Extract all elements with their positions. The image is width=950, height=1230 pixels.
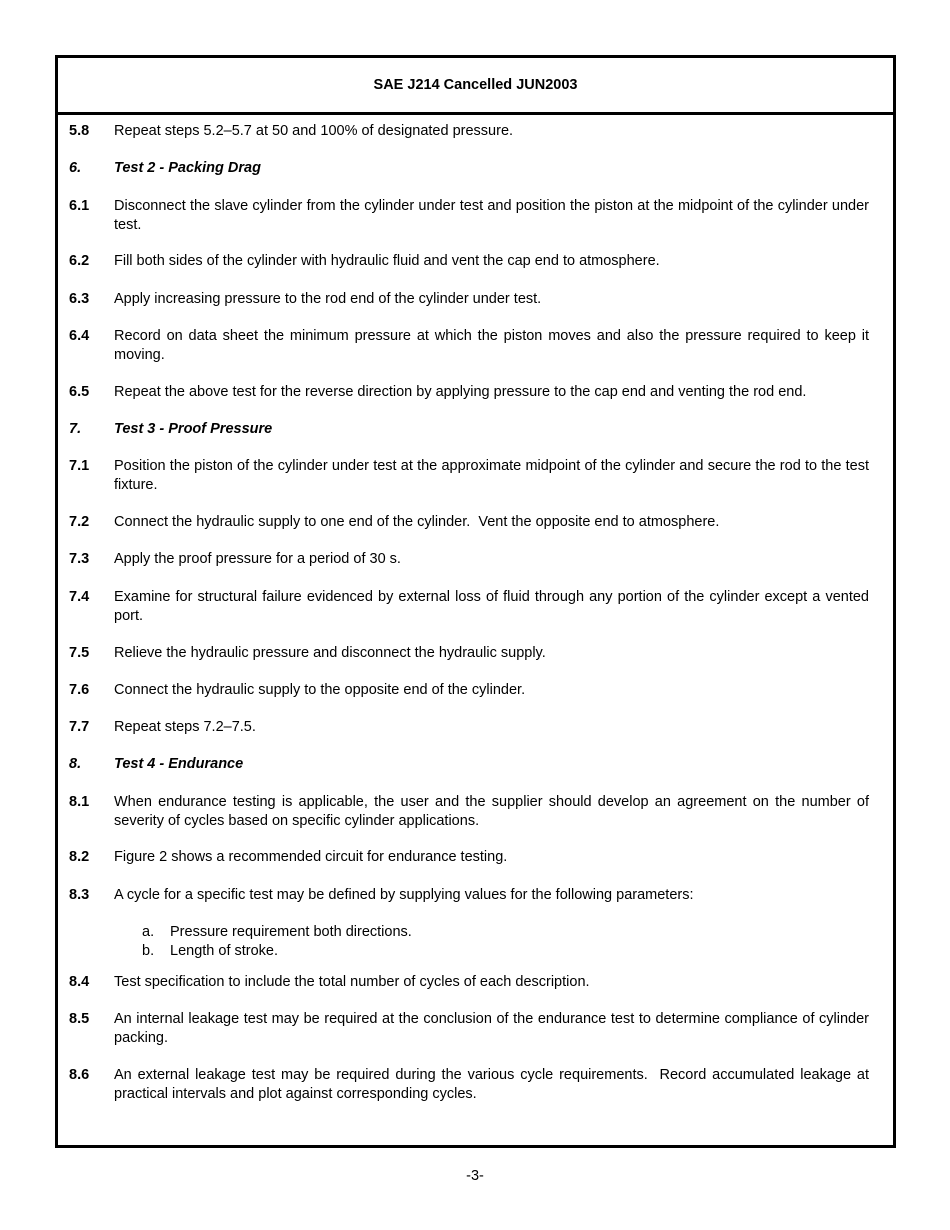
section-8-3 <box>69 886 869 905</box>
section-7-7 <box>69 718 869 737</box>
section-number: 7.2 <box>69 514 90 530</box>
section-text: An external leakage test may be required during the various cycle requirements. Record accumulated leakage at practical intervals and plot against corresponding cycles. <box>114 1067 874 1102</box>
section-7-6 <box>69 681 869 700</box>
section-text: Connect the hydraulic supply to the opposite end of the cylinder. <box>114 682 526 698</box>
section-text: Disconnect the slave cylinder from the cylinder under test and position the piston at the midpoint of the cylinder under test. <box>114 198 869 233</box>
list-letter: a. <box>142 924 155 940</box>
section-text: Examine for structural failure evidenced by external loss of fluid through any portion of the cylinder except a vented port. <box>114 589 869 624</box>
section-heading: Test 3 - Proof Pressure <box>114 421 273 437</box>
section-number: 7. <box>69 421 82 437</box>
section-6-2 <box>69 252 869 271</box>
section-text: Apply increasing pressure to the rod end of the cylinder under test. <box>114 291 542 307</box>
section-number: 8.1 <box>69 794 90 810</box>
section-number: 7.5 <box>69 645 90 661</box>
section-number: 8.5 <box>69 1011 90 1027</box>
section-6-4 <box>69 327 869 364</box>
section-number: 6. <box>69 160 82 176</box>
section-number: 6.4 <box>69 328 90 344</box>
section-number: 7.4 <box>69 589 90 605</box>
parameter-list <box>142 923 412 961</box>
section-7-3 <box>69 550 869 569</box>
section-text: An internal leakage test may be required at the conclusion of the endurance test to determine compliance of cylinder packing. <box>114 1011 869 1046</box>
section-number: 7.3 <box>69 551 90 567</box>
section-number: 8.2 <box>69 849 90 865</box>
section-text: When endurance testing is applicable, the user and the supplier should develop an agreement on the number of severity of cycles based on specific cylinder applications. <box>114 794 869 829</box>
section-8-5 <box>69 1010 869 1047</box>
section-text: Test specification to include the total number of cycles of each description. <box>114 974 590 990</box>
header-title: SAE J214 Cancelled JUN2003 <box>373 77 578 93</box>
section-text: Connect the hydraulic supply to one end of the cylinder. Vent the opposite end to atmosphere. <box>114 514 720 530</box>
document-frame <box>55 55 896 1148</box>
section-number: 5.8 <box>69 123 90 139</box>
section-6-5 <box>69 383 869 402</box>
section-text: Record on data sheet the minimum pressure at which the piston moves and also the pressure required to keep it moving. <box>114 328 869 363</box>
section-7-4 <box>69 588 869 625</box>
section-8-4 <box>69 973 869 992</box>
section-number: 8.6 <box>69 1067 90 1083</box>
list-text: Length of stroke. <box>170 943 279 959</box>
section-6-heading <box>69 159 869 178</box>
section-8-1 <box>69 793 869 830</box>
section-number: 8. <box>69 756 82 772</box>
section-7-5 <box>69 644 869 663</box>
section-7-heading <box>69 420 869 439</box>
section-number: 8.3 <box>69 887 90 903</box>
section-text: Repeat the above test for the reverse direction by applying pressure to the cap end and venting the rod end. <box>114 384 807 400</box>
section-8-heading <box>69 755 869 774</box>
section-8-2 <box>69 848 869 867</box>
section-text: A cycle for a specific test may be defined by supplying values for the following parameters: <box>114 887 694 903</box>
section-7-1 <box>69 457 869 494</box>
section-text: Repeat steps 5.2–5.7 at 50 and 100% of designated pressure. <box>114 123 514 139</box>
section-text: Relieve the hydraulic pressure and disconnect the hydraulic supply. <box>114 645 546 661</box>
section-text: Figure 2 shows a recommended circuit for endurance testing. <box>114 849 508 865</box>
section-text: Fill both sides of the cylinder with hydraulic fluid and vent the cap end to atmosphere. <box>114 253 660 269</box>
section-number: 6.5 <box>69 384 90 400</box>
page-number: -3- <box>466 1168 484 1184</box>
document-header <box>58 58 893 115</box>
section-5-8 <box>69 122 869 141</box>
list-item <box>142 942 412 961</box>
section-number: 6.1 <box>69 198 90 214</box>
section-number: 7.1 <box>69 458 90 474</box>
section-number: 6.3 <box>69 291 90 307</box>
section-number: 8.4 <box>69 974 90 990</box>
section-number: 7.7 <box>69 719 90 735</box>
section-7-2 <box>69 513 869 532</box>
list-item <box>142 923 412 942</box>
section-text: Repeat steps 7.2–7.5. <box>114 719 256 735</box>
section-6-3 <box>69 290 869 309</box>
section-heading: Test 4 - Endurance <box>114 756 244 772</box>
section-heading: Test 2 - Packing Drag <box>114 160 261 176</box>
list-text: Pressure requirement both directions. <box>170 924 412 940</box>
section-6-1 <box>69 197 869 234</box>
list-letter: b. <box>142 943 155 959</box>
section-text: Apply the proof pressure for a period of 30 s. <box>114 551 401 567</box>
section-8-6 <box>69 1066 874 1103</box>
section-text: Position the piston of the cylinder under test at the approximate midpoint of the cylinder and secure the rod to the test fixture. <box>114 458 869 493</box>
section-number: 7.6 <box>69 682 90 698</box>
section-number: 6.2 <box>69 253 90 269</box>
